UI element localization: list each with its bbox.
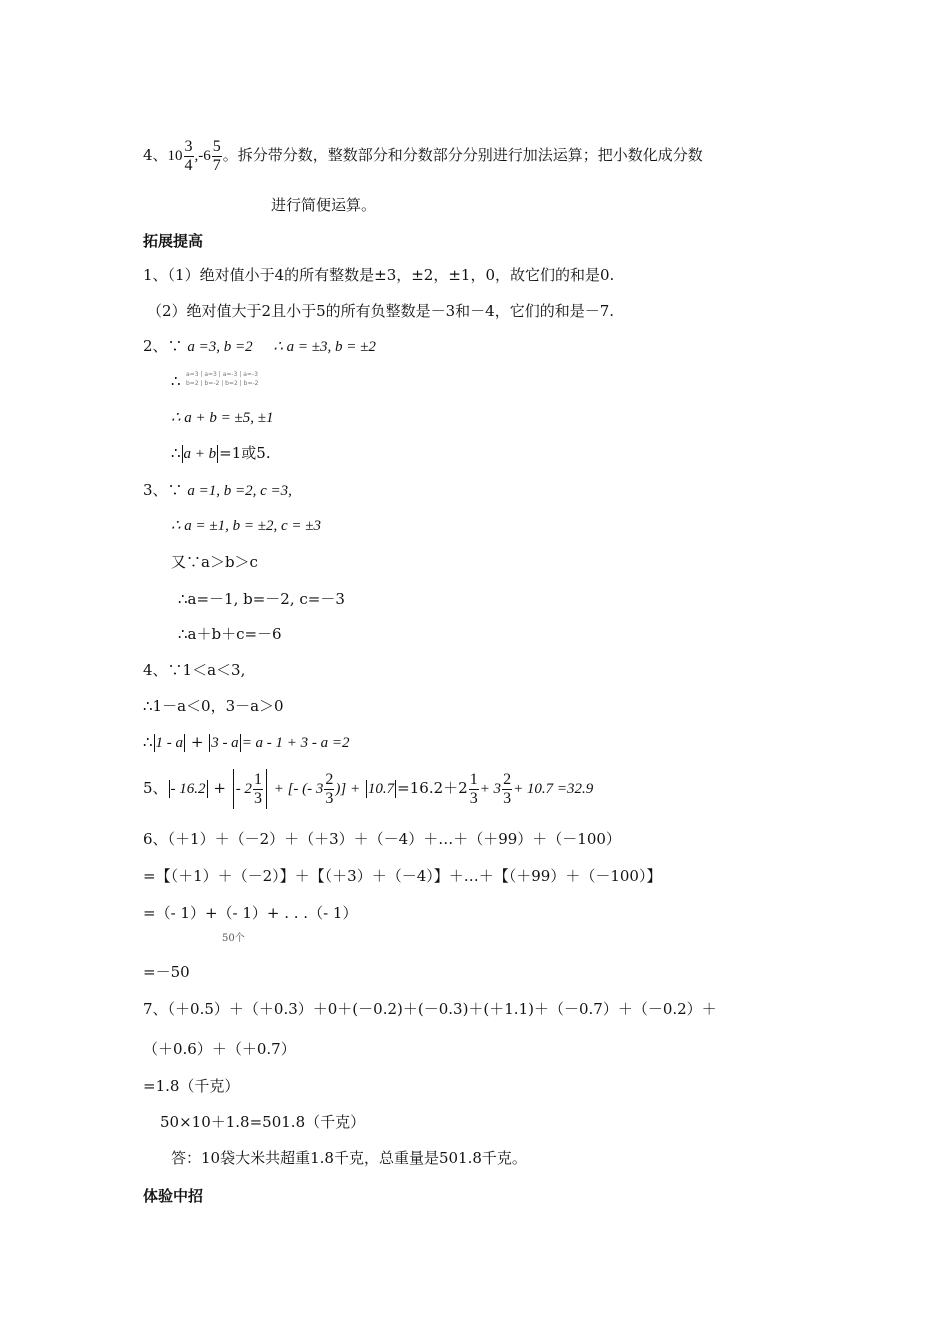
q6-line-2: =【（＋1）＋（－2）】＋【（＋3）＋（－4）】＋…＋【（＋99）＋（－100）】	[143, 867, 662, 885]
q5-line: 5、 - 16.2 + - 2 $\frac{1}{3}$ + [- (- 3 $\frac{2}{3}$ )] + 10.7 =16.2＋2 $\frac{1}{3}$ + 3 $\frac{2}{3}$ + 10.7 =32.9	[143, 766, 593, 811]
q6-line-1: 6、（＋1）＋（－2）＋（＋3）＋（－4）＋…＋（＋99）＋（－100）	[143, 830, 621, 848]
fraction: $\frac{3}{4}$	[184, 137, 193, 174]
q4-line-3: ∴ 1 - a + 3 - a = a - 1 + 3 - a =2	[143, 733, 350, 751]
q1-line-2: （2）绝对值大于2且小于5的所有负整数是－3和－4，它们的和是－7.	[147, 302, 615, 320]
item-4-text-cont: 进行简便运算。	[271, 196, 377, 214]
q2-case-brace: ∴	[171, 372, 181, 390]
q3-line-1: 3、∵ a =1, b =2, c =3,	[143, 481, 292, 499]
q1-line-1: 1、（1）绝对值小于4的所有整数是±3，±2，±1，0，故它们的和是0.	[143, 266, 615, 284]
q3-line-3: 又∵a＞b＞c	[171, 553, 258, 571]
item-4-text: 。拆分带分数，整数部分和分数部分分别进行加法运算；把小数化成分数	[222, 146, 703, 164]
q2-conclusion: ∴ a = ±3, b = ±2	[273, 339, 376, 355]
item-4-line	[143, 135, 703, 176]
q2-case-row-1: a=3 | a=3 | a=-3 | a=-3	[186, 371, 258, 378]
item-index: 4、	[143, 146, 168, 164]
q3-line-4: ∴a=－1, b=－2, c=－3	[178, 590, 345, 608]
section-heading-exam: 体验中招	[143, 1187, 204, 1205]
section-heading-extension: 拓展提高	[143, 232, 204, 250]
q7-line-2: （＋0.6）＋（＋0.7）	[143, 1040, 296, 1058]
q7-line-1: 7、（＋0.5）＋（＋0.3）＋0＋(－0.2)＋(－0.3)＋(＋1.1)＋（－0.7）＋（－0.2）＋	[143, 1000, 717, 1018]
q6-line-3: =（- 1）+（- 1）+ . . .（- 1）	[143, 904, 358, 922]
q3-line-2: ∴ a = ±1, b = ±2, c = ±3	[171, 518, 322, 534]
q7-line-4: 50×10＋1.8=501.8（千克）	[160, 1113, 366, 1131]
separator: ,-	[194, 148, 204, 164]
fraction: $\frac{5}{7}$	[212, 137, 221, 174]
q4-line-2: ∴1－a＜0，3－a＞0	[143, 697, 284, 715]
q3-given: a =1, b =2, c =3,	[187, 483, 292, 499]
q2-case-row-2: b=2 | b=-2 | b=2 | b=-2	[186, 380, 259, 387]
q6-line-4: =－50	[143, 963, 190, 981]
q7-answer: 答：10袋大米共超重1.8千克，总重量是501.8千克。	[171, 1149, 527, 1167]
q4-line-1: 4、∵1＜a＜3,	[143, 661, 246, 679]
mixed-whole: 6	[203, 148, 211, 164]
q3-line-5: ∴a＋b＋c=－6	[178, 625, 282, 643]
q6-underbrace-label: 50个	[222, 933, 245, 944]
mixed-whole: 10	[167, 148, 183, 164]
q2-given: a =3, b =2	[187, 339, 253, 355]
q2-abs-sum: ∴ a + b =1或5.	[171, 444, 271, 462]
q7-line-3: =1.8（千克）	[143, 1077, 240, 1095]
q2-sum: ∴ a + b = ±5, ±1	[171, 410, 274, 426]
q2-line-1: 2、∵ a =3, b =2 ∴ a = ±3, b = ±2	[143, 337, 376, 355]
